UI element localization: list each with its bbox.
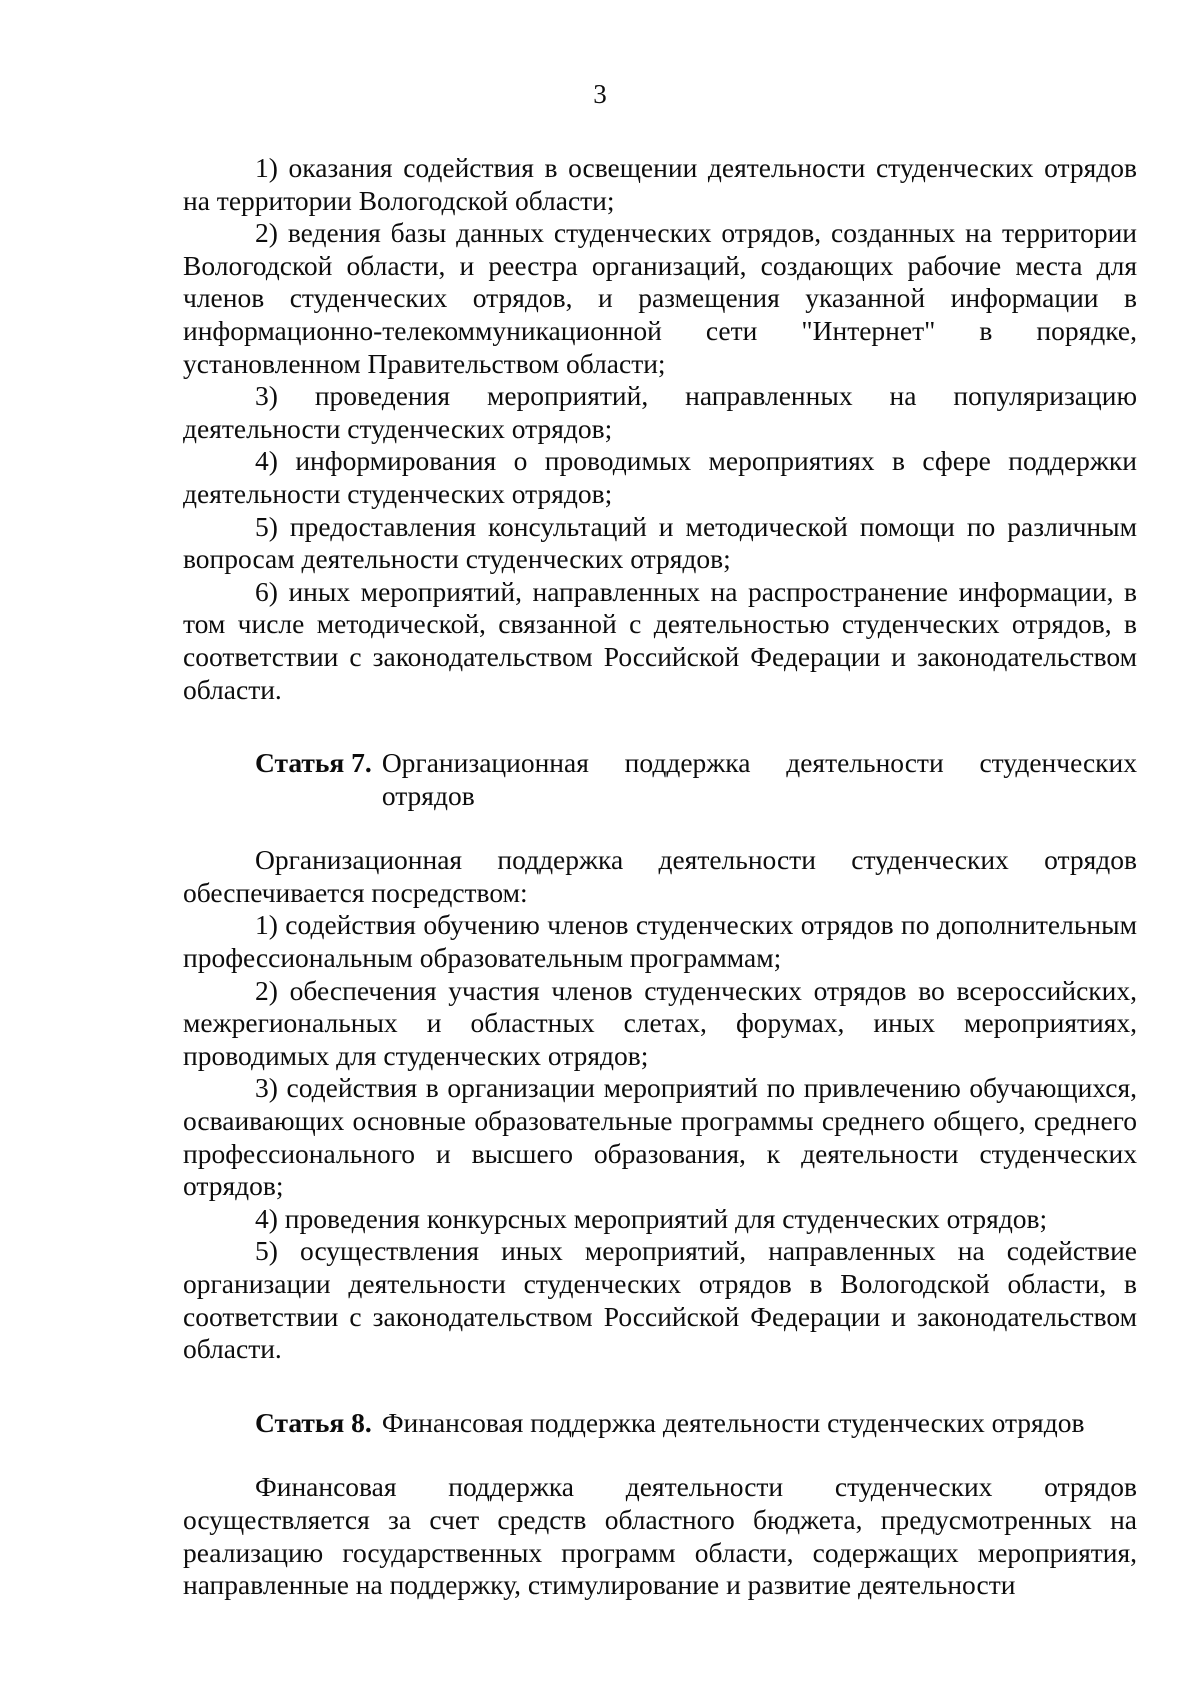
page-number: 3: [593, 79, 607, 109]
article-intro: Организационная поддержка деятельности студенческих отрядов обеспечивается посредством:: [183, 844, 1137, 908]
list-item: 2) обеспечения участия членов студенческих отрядов во всероссийских, межрегиональных и областных слетах, форумах, иных мероприятиях, проводимых для студенческих отрядов;: [183, 974, 1137, 1071]
list-item: 1) оказания содействия в освещении деятельности студенческих отрядов на территории Вологодской области;: [183, 152, 1137, 216]
article-heading: [183, 747, 1137, 812]
article-7: [183, 747, 1137, 1366]
list-item: 1) содействия обучению членов студенческих отрядов по дополнительным профессиональным образовательным программам;: [183, 909, 1137, 974]
article-body: Финансовая поддержка деятельности студенческих отрядов осуществляется за счет средств областного бюджета, предусмотренных на реализацию государственных программ области, содержащих мероприятия, направленные на поддержку, стимулирование и развитие деятельности: [183, 1471, 1137, 1601]
article-8: [183, 1407, 1137, 1602]
list-item: 3) содействия в организации мероприятий по привлечению обучающихся, осваивающих основные образовательные программы среднего общего, среднего профессионального и высшего образования, к деятельности студенческих отрядов;: [183, 1072, 1137, 1202]
list-item: 5) осуществления иных мероприятий, направленных на содействие организации деятельности студенческих отрядов в Вологодской области, в соответствии с законодательством Российской Федерации и законодательством области.: [183, 1235, 1137, 1365]
list-item: 2) ведения базы данных студенческих отрядов, созданных на территории Вологодской области, и реестра организаций, создающих рабочие места для членов студенческих отрядов, и размещения указанной информации в информационно-телекоммуникационной сети "Интернет" в порядке, установленном Правительством области;: [183, 217, 1137, 379]
article-label: Статья 8.: [255, 1406, 372, 1438]
article-title: Финансовая поддержка деятельности студенческих отрядов: [381, 1406, 1085, 1438]
section-top: [183, 152, 1137, 706]
list-item: 4) проведения конкурсных мероприятий для студенческих отрядов;: [255, 1202, 1048, 1234]
list-item: 3) проведения мероприятий, направленных на популяризацию деятельности студенческих отрядов;: [183, 380, 1137, 444]
article-heading: [183, 1407, 1137, 1440]
list-item: 6) иных мероприятий, направленных на распространение информации, в том числе методической, связанной с деятельностью студенческих отрядов, в соответствии с законодательством Российской Федерации и законодательством области.: [183, 575, 1137, 705]
list-item: 5) предоставления консультаций и методической помощи по различным вопросам деятельности студенческих отрядов;: [183, 510, 1137, 575]
list-item: 4) информирования о проводимых мероприятиях в сфере поддержки деятельности студенческих отрядов;: [183, 445, 1137, 509]
document-body: [183, 152, 1137, 1602]
article-label: Статья 7.: [255, 747, 372, 779]
article-title: Организационная поддержка деятельности студенческих отрядов: [381, 747, 1137, 811]
